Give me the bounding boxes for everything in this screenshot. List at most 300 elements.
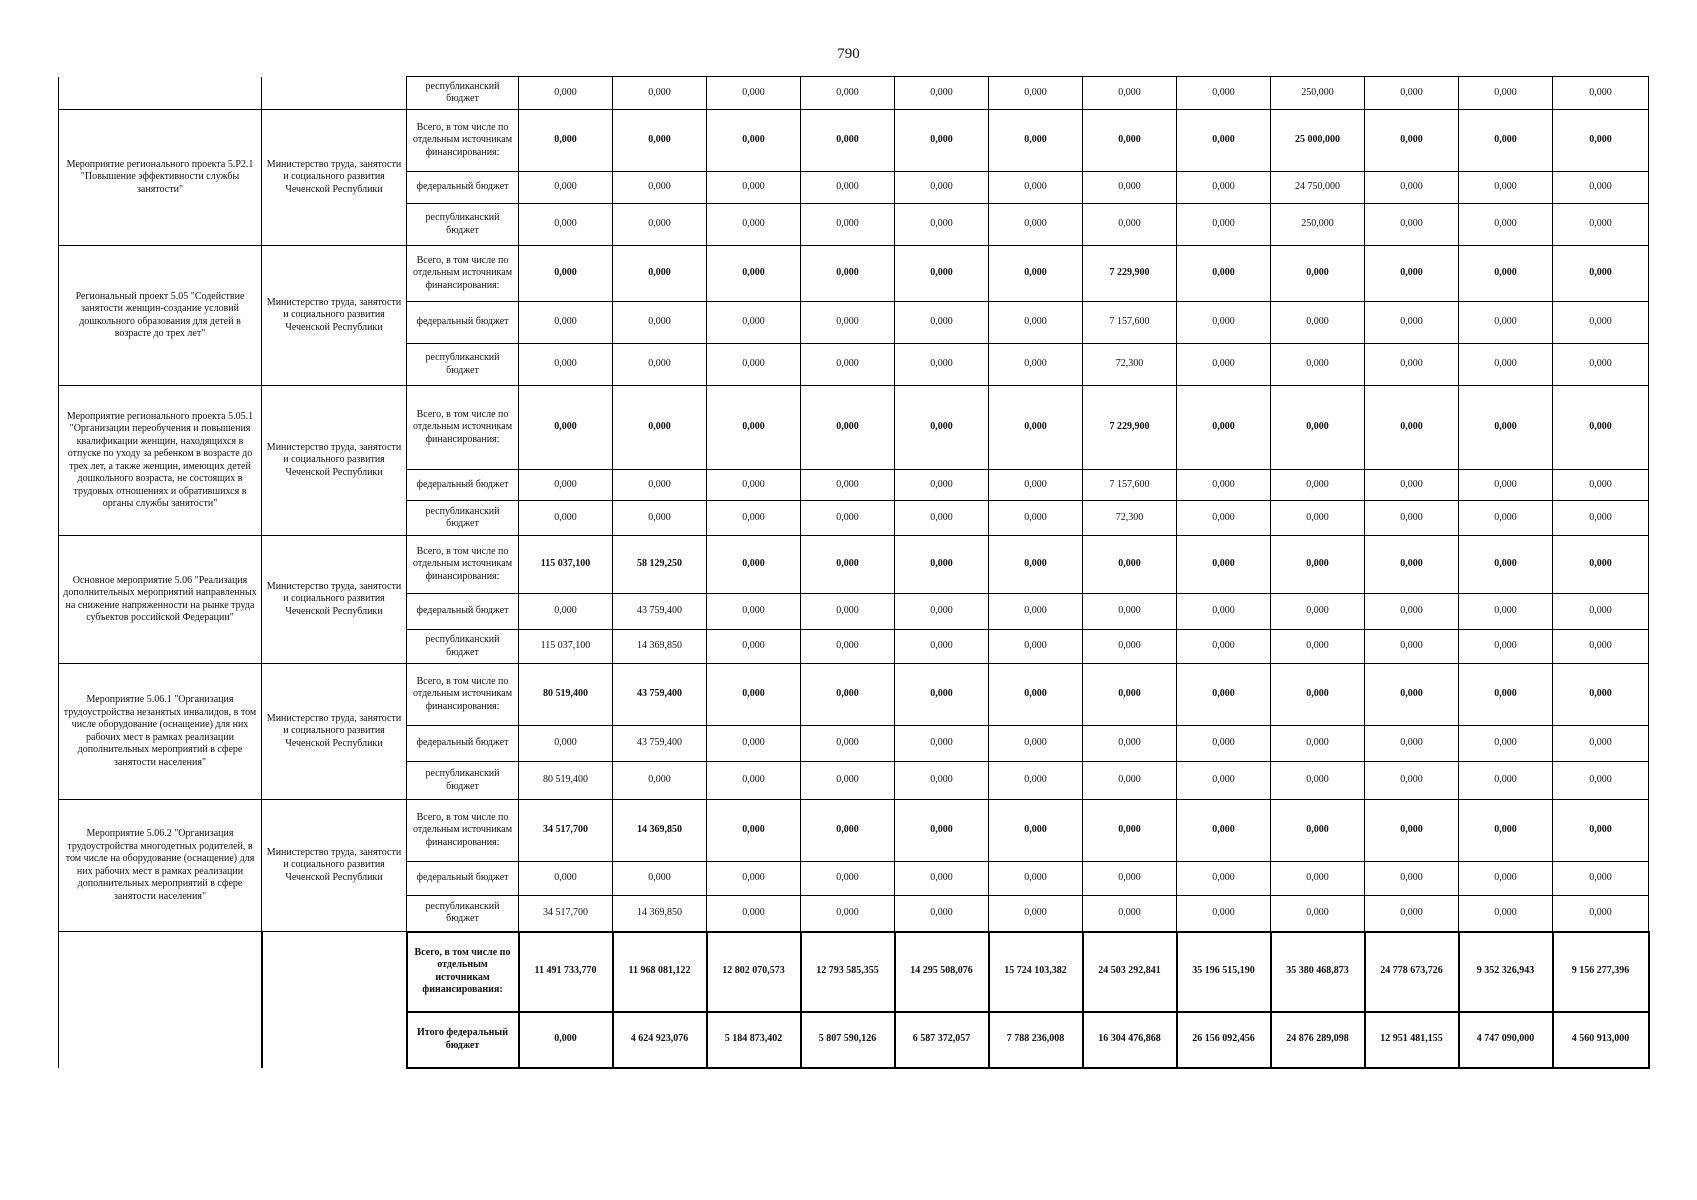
amount-cell: 0,000: [1083, 110, 1177, 172]
total-amount: 35 196 515,190: [1177, 932, 1271, 1012]
amount-cell: 0,000: [1271, 386, 1365, 470]
amount-cell: 0,000: [1459, 664, 1553, 726]
amount-cell: 0,000: [1271, 594, 1365, 630]
funding-source: Всего, в том числе по отдельным источникам финансирования:: [407, 110, 519, 172]
total-amount: 24 778 673,726: [1365, 932, 1459, 1012]
amount-cell: 0,000: [989, 204, 1083, 246]
amount-cell: 0,000: [801, 501, 895, 536]
amount-cell: 0,000: [1459, 800, 1553, 862]
amount-cell: 0,000: [707, 664, 801, 726]
total-amount: 26 156 092,456: [1177, 1012, 1271, 1068]
amount-cell: 0,000: [989, 77, 1083, 110]
amount-cell: 0,000: [1365, 594, 1459, 630]
amount-cell: 0,000: [1459, 536, 1553, 594]
amount-cell: 0,000: [895, 630, 989, 664]
amount-cell: 0,000: [1177, 246, 1271, 302]
amount-cell: 0,000: [1271, 664, 1365, 726]
amount-cell: 0,000: [707, 172, 801, 204]
amount-cell: 0,000: [801, 862, 895, 896]
amount-cell: 34 517,700: [519, 896, 613, 932]
amount-cell: 0,000: [895, 302, 989, 344]
amount-cell: 0,000: [1459, 501, 1553, 536]
funding-source: республиканский бюджет: [407, 344, 519, 386]
amount-cell: 0,000: [801, 470, 895, 501]
total-row: [59, 1012, 1649, 1068]
amount-cell: 0,000: [989, 762, 1083, 800]
amount-cell: 0,000: [801, 344, 895, 386]
amount-cell: 0,000: [1083, 800, 1177, 862]
amount-cell: 0,000: [989, 664, 1083, 726]
total-amount: 14 295 508,076: [895, 932, 989, 1012]
total-amount: 9 352 326,943: [1459, 932, 1553, 1012]
amount-cell: 0,000: [1271, 896, 1365, 932]
total-amount: 5 807 590,126: [801, 1012, 895, 1068]
amount-cell: 0,000: [519, 172, 613, 204]
amount-cell: 72,300: [1083, 344, 1177, 386]
amount-cell: 0,000: [519, 302, 613, 344]
amount-cell: 0,000: [1083, 762, 1177, 800]
amount-cell: 0,000: [707, 762, 801, 800]
amount-cell: 0,000: [989, 862, 1083, 896]
table-row: [59, 77, 1649, 110]
amount-cell: 43 759,400: [613, 594, 707, 630]
amount-cell: 0,000: [1177, 302, 1271, 344]
amount-cell: 0,000: [801, 726, 895, 762]
amount-cell: 0,000: [1177, 664, 1271, 726]
activity-name: Мероприятие 5.06.1 "Организация трудоустройства незанятых инвалидов, в том числе оборудование (оснащение) для них рабочих мест в рамках реализации дополнительных мероприятий в сфере занятости населения": [59, 664, 262, 800]
executor-name: Министерство труда, занятости и социального развития Чеченской Республики: [262, 536, 407, 664]
budget-table: [58, 76, 1650, 1069]
amount-cell: 0,000: [1177, 594, 1271, 630]
amount-cell: 0,000: [1459, 630, 1553, 664]
total-amount: 16 304 476,868: [1083, 1012, 1177, 1068]
amount-cell: 0,000: [989, 470, 1083, 501]
amount-cell: 0,000: [1083, 630, 1177, 664]
activity-name: [59, 77, 262, 110]
amount-cell: 0,000: [1365, 302, 1459, 344]
amount-cell: 0,000: [1459, 172, 1553, 204]
amount-cell: 0,000: [1553, 536, 1649, 594]
amount-cell: 0,000: [801, 896, 895, 932]
amount-cell: 0,000: [1365, 862, 1459, 896]
total-amount: 9 156 277,396: [1553, 932, 1649, 1012]
amount-cell: 0,000: [1365, 896, 1459, 932]
table-row: [59, 664, 1649, 726]
activity-name: Региональный проект 5.05 "Содействие занятости женщин-создание условий дошкольного образования для детей в возрасте до трех лет": [59, 246, 262, 386]
amount-cell: 0,000: [1177, 344, 1271, 386]
amount-cell: 0,000: [895, 800, 989, 862]
amount-cell: 0,000: [519, 77, 613, 110]
amount-cell: 0,000: [1459, 594, 1553, 630]
amount-cell: 0,000: [989, 896, 1083, 932]
amount-cell: 0,000: [1365, 630, 1459, 664]
amount-cell: 43 759,400: [613, 664, 707, 726]
amount-cell: 0,000: [1553, 110, 1649, 172]
amount-cell: 0,000: [895, 204, 989, 246]
amount-cell: 0,000: [613, 501, 707, 536]
amount-cell: 0,000: [1365, 110, 1459, 172]
amount-cell: 43 759,400: [613, 726, 707, 762]
total-amount: 6 587 372,057: [895, 1012, 989, 1068]
total-amount: 4 624 923,076: [613, 1012, 707, 1068]
amount-cell: 0,000: [989, 630, 1083, 664]
funding-source: федеральный бюджет: [407, 172, 519, 204]
amount-cell: 24 750,000: [1271, 172, 1365, 204]
total-amount: 12 793 585,355: [801, 932, 895, 1012]
amount-cell: 0,000: [1177, 862, 1271, 896]
table-row: [59, 800, 1649, 862]
amount-cell: 0,000: [1177, 630, 1271, 664]
amount-cell: 0,000: [801, 77, 895, 110]
amount-cell: 0,000: [519, 344, 613, 386]
amount-cell: 0,000: [707, 800, 801, 862]
executor-name: Министерство труда, занятости и социального развития Чеченской Республики: [262, 664, 407, 800]
amount-cell: 0,000: [519, 246, 613, 302]
amount-cell: 0,000: [895, 726, 989, 762]
amount-cell: 0,000: [1365, 204, 1459, 246]
amount-cell: 0,000: [895, 470, 989, 501]
total-amount: 7 788 236,008: [989, 1012, 1083, 1068]
amount-cell: 0,000: [519, 110, 613, 172]
amount-cell: 0,000: [707, 77, 801, 110]
amount-cell: 0,000: [1271, 302, 1365, 344]
amount-cell: 0,000: [519, 501, 613, 536]
amount-cell: 0,000: [1083, 594, 1177, 630]
amount-cell: 0,000: [1553, 172, 1649, 204]
amount-cell: 0,000: [801, 386, 895, 470]
amount-cell: 0,000: [895, 246, 989, 302]
total-amount: 24 503 292,841: [1083, 932, 1177, 1012]
amount-cell: 0,000: [519, 594, 613, 630]
amount-cell: 0,000: [519, 386, 613, 470]
amount-cell: 72,300: [1083, 501, 1177, 536]
amount-cell: 0,000: [801, 664, 895, 726]
amount-cell: 58 129,250: [613, 536, 707, 594]
amount-cell: 0,000: [1083, 77, 1177, 110]
total-amount: 12 951 481,155: [1365, 1012, 1459, 1068]
amount-cell: 0,000: [801, 302, 895, 344]
amount-cell: 0,000: [1177, 470, 1271, 501]
amount-cell: 0,000: [1083, 896, 1177, 932]
amount-cell: 0,000: [1553, 630, 1649, 664]
funding-source: Всего, в том числе по отдельным источникам финансирования:: [407, 664, 519, 726]
amount-cell: 0,000: [1177, 536, 1271, 594]
amount-cell: 0,000: [707, 344, 801, 386]
amount-cell: 0,000: [707, 862, 801, 896]
funding-source: федеральный бюджет: [407, 470, 519, 501]
amount-cell: 14 369,850: [613, 800, 707, 862]
amount-cell: 0,000: [1083, 862, 1177, 896]
blank-cell: [262, 1012, 407, 1068]
amount-cell: 0,000: [707, 470, 801, 501]
amount-cell: 0,000: [1459, 246, 1553, 302]
amount-cell: 0,000: [895, 501, 989, 536]
activity-name: Мероприятие регионального проекта 5.05.1 "Организации переобучения и повышения квалификации женщин, находящихся в отпуске по уходу за ребенком в возрасте до трех лет, а также женщин, имеющих детей дошкольного возраста, не состоящих в трудовых отношениях и обратившихся в органы службы занятости": [59, 386, 262, 536]
amount-cell: 0,000: [1177, 501, 1271, 536]
executor-name: Министерство труда, занятости и социального развития Чеченской Республики: [262, 386, 407, 536]
amount-cell: 0,000: [1083, 726, 1177, 762]
amount-cell: 0,000: [1365, 800, 1459, 862]
amount-cell: 80 519,400: [519, 762, 613, 800]
total-amount: 11 968 081,122: [613, 932, 707, 1012]
amount-cell: 0,000: [613, 77, 707, 110]
table-row: [59, 246, 1649, 302]
amount-cell: 0,000: [1553, 302, 1649, 344]
amount-cell: 0,000: [989, 344, 1083, 386]
amount-cell: 0,000: [989, 110, 1083, 172]
amount-cell: 0,000: [1365, 536, 1459, 594]
total-amount: 24 876 289,098: [1271, 1012, 1365, 1068]
amount-cell: 0,000: [1553, 594, 1649, 630]
amount-cell: 0,000: [613, 386, 707, 470]
amount-cell: 0,000: [1177, 800, 1271, 862]
funding-source: республиканский бюджет: [407, 77, 519, 110]
amount-cell: 0,000: [989, 172, 1083, 204]
amount-cell: 0,000: [1177, 762, 1271, 800]
amount-cell: 0,000: [1177, 896, 1271, 932]
amount-cell: 0,000: [1365, 664, 1459, 726]
table-row: [59, 110, 1649, 172]
amount-cell: 0,000: [1459, 344, 1553, 386]
funding-source: республиканский бюджет: [407, 896, 519, 932]
funding-source: республиканский бюджет: [407, 630, 519, 664]
amount-cell: 0,000: [895, 386, 989, 470]
amount-cell: 0,000: [613, 246, 707, 302]
amount-cell: 0,000: [1271, 630, 1365, 664]
amount-cell: 0,000: [1459, 862, 1553, 896]
amount-cell: 0,000: [1177, 386, 1271, 470]
executor-name: Министерство труда, занятости и социального развития Чеченской Республики: [262, 110, 407, 246]
total-amount: 5 184 873,402: [707, 1012, 801, 1068]
executor-name: [262, 77, 407, 110]
amount-cell: 0,000: [1553, 246, 1649, 302]
amount-cell: 0,000: [895, 664, 989, 726]
amount-cell: 0,000: [1365, 172, 1459, 204]
amount-cell: 0,000: [1553, 501, 1649, 536]
amount-cell: 0,000: [1553, 344, 1649, 386]
amount-cell: 0,000: [1459, 726, 1553, 762]
executor-name: Министерство труда, занятости и социального развития Чеченской Республики: [262, 246, 407, 386]
amount-cell: 0,000: [895, 77, 989, 110]
amount-cell: 0,000: [895, 896, 989, 932]
funding-source: Всего, в том числе по отдельным источникам финансирования:: [407, 800, 519, 862]
amount-cell: 0,000: [895, 594, 989, 630]
total-amount: 11 491 733,770: [519, 932, 613, 1012]
amount-cell: 0,000: [1553, 386, 1649, 470]
amount-cell: 0,000: [989, 726, 1083, 762]
funding-source: Всего, в том числе по отдельным источникам финансирования:: [407, 246, 519, 302]
amount-cell: 0,000: [707, 501, 801, 536]
amount-cell: 0,000: [1459, 77, 1553, 110]
total-source: Всего, в том числе по отдельным источникам финансирования:: [407, 932, 519, 1012]
funding-source: республиканский бюджет: [407, 204, 519, 246]
amount-cell: 0,000: [707, 204, 801, 246]
amount-cell: 0,000: [1177, 726, 1271, 762]
amount-cell: 0,000: [801, 762, 895, 800]
amount-cell: 0,000: [1365, 501, 1459, 536]
amount-cell: 0,000: [1459, 204, 1553, 246]
amount-cell: 0,000: [613, 204, 707, 246]
funding-source: республиканский бюджет: [407, 762, 519, 800]
amount-cell: 0,000: [1553, 800, 1649, 862]
total-amount: 35 380 468,873: [1271, 932, 1365, 1012]
amount-cell: 34 517,700: [519, 800, 613, 862]
amount-cell: 0,000: [1177, 77, 1271, 110]
amount-cell: 0,000: [1459, 386, 1553, 470]
amount-cell: 0,000: [1553, 77, 1649, 110]
total-amount: 0,000: [519, 1012, 613, 1068]
funding-source: республиканский бюджет: [407, 501, 519, 536]
activity-name: Основное мероприятие 5.06 "Реализация дополнительных мероприятий направленных на снижение напряженности на рынке труда субъектов российской Федерации": [59, 536, 262, 664]
amount-cell: 115 037,100: [519, 536, 613, 594]
amount-cell: 0,000: [801, 246, 895, 302]
amount-cell: 0,000: [613, 172, 707, 204]
total-amount: 12 802 070,573: [707, 932, 801, 1012]
amount-cell: 0,000: [613, 302, 707, 344]
amount-cell: 0,000: [519, 862, 613, 896]
funding-source: федеральный бюджет: [407, 594, 519, 630]
amount-cell: 0,000: [1271, 470, 1365, 501]
funding-source: федеральный бюджет: [407, 862, 519, 896]
total-amount: 4 747 090,000: [1459, 1012, 1553, 1068]
amount-cell: 0,000: [1271, 726, 1365, 762]
amount-cell: 7 229,900: [1083, 246, 1177, 302]
amount-cell: 250,000: [1271, 77, 1365, 110]
amount-cell: 0,000: [707, 594, 801, 630]
amount-cell: 0,000: [1365, 386, 1459, 470]
amount-cell: 0,000: [1365, 470, 1459, 501]
amount-cell: 0,000: [707, 302, 801, 344]
amount-cell: 0,000: [613, 862, 707, 896]
amount-cell: 0,000: [989, 386, 1083, 470]
amount-cell: 0,000: [895, 536, 989, 594]
amount-cell: 14 369,850: [613, 630, 707, 664]
amount-cell: 7 157,600: [1083, 470, 1177, 501]
amount-cell: 0,000: [613, 470, 707, 501]
blank-cell: [59, 932, 262, 1012]
amount-cell: 0,000: [707, 110, 801, 172]
amount-cell: 0,000: [1083, 664, 1177, 726]
amount-cell: 0,000: [801, 110, 895, 172]
total-source: Итого федеральный бюджет: [407, 1012, 519, 1068]
amount-cell: 0,000: [801, 204, 895, 246]
amount-cell: 0,000: [1553, 726, 1649, 762]
amount-cell: 0,000: [1083, 204, 1177, 246]
amount-cell: 0,000: [801, 172, 895, 204]
amount-cell: 0,000: [613, 110, 707, 172]
amount-cell: 0,000: [707, 246, 801, 302]
amount-cell: 0,000: [1177, 110, 1271, 172]
amount-cell: 0,000: [1271, 501, 1365, 536]
executor-name: Министерство труда, занятости и социального развития Чеченской Республики: [262, 800, 407, 932]
amount-cell: 0,000: [1365, 77, 1459, 110]
amount-cell: 0,000: [707, 726, 801, 762]
amount-cell: 0,000: [895, 762, 989, 800]
amount-cell: 0,000: [989, 246, 1083, 302]
amount-cell: 0,000: [895, 172, 989, 204]
amount-cell: 0,000: [613, 762, 707, 800]
amount-cell: 0,000: [707, 386, 801, 470]
amount-cell: 0,000: [1365, 246, 1459, 302]
amount-cell: 0,000: [989, 536, 1083, 594]
table-row: [59, 536, 1649, 594]
amount-cell: 0,000: [801, 630, 895, 664]
amount-cell: 0,000: [801, 536, 895, 594]
amount-cell: 80 519,400: [519, 664, 613, 726]
amount-cell: 0,000: [1365, 762, 1459, 800]
blank-cell: [262, 932, 407, 1012]
funding-source: Всего, в том числе по отдельным источникам финансирования:: [407, 386, 519, 470]
amount-cell: 0,000: [519, 470, 613, 501]
funding-source: федеральный бюджет: [407, 726, 519, 762]
amount-cell: 0,000: [989, 302, 1083, 344]
amount-cell: 0,000: [1271, 762, 1365, 800]
amount-cell: 25 000,000: [1271, 110, 1365, 172]
amount-cell: 0,000: [1553, 862, 1649, 896]
amount-cell: 0,000: [1553, 470, 1649, 501]
amount-cell: 0,000: [801, 800, 895, 862]
amount-cell: 0,000: [1553, 896, 1649, 932]
amount-cell: 0,000: [1459, 762, 1553, 800]
amount-cell: 0,000: [1177, 204, 1271, 246]
amount-cell: 0,000: [519, 204, 613, 246]
amount-cell: 0,000: [989, 800, 1083, 862]
amount-cell: 0,000: [895, 110, 989, 172]
activity-name: Мероприятие регионального проекта 5.P2.1 "Повышение эффективности службы занятости": [59, 110, 262, 246]
amount-cell: 250,000: [1271, 204, 1365, 246]
activity-name: Мероприятие 5.06.2 "Организация трудоустройства многодетных родителей, в том числе на оборудование (оснащение) для них рабочих мест в рамках реализации дополнительных мероприятий в сфере занятости населения": [59, 800, 262, 932]
funding-source: Всего, в том числе по отдельным источникам финансирования:: [407, 536, 519, 594]
amount-cell: 0,000: [1459, 110, 1553, 172]
amount-cell: 0,000: [1083, 536, 1177, 594]
amount-cell: 0,000: [1271, 344, 1365, 386]
page-number: 790: [837, 46, 860, 62]
amount-cell: 0,000: [613, 344, 707, 386]
amount-cell: 0,000: [707, 896, 801, 932]
amount-cell: 0,000: [707, 536, 801, 594]
amount-cell: 7 157,600: [1083, 302, 1177, 344]
total-amount: 15 724 103,382: [989, 932, 1083, 1012]
amount-cell: 0,000: [1271, 536, 1365, 594]
total-amount: 4 560 913,000: [1553, 1012, 1649, 1068]
amount-cell: 115 037,100: [519, 630, 613, 664]
amount-cell: 0,000: [1553, 664, 1649, 726]
amount-cell: 0,000: [1365, 344, 1459, 386]
amount-cell: 7 229,900: [1083, 386, 1177, 470]
amount-cell: 0,000: [1271, 862, 1365, 896]
funding-source: федеральный бюджет: [407, 302, 519, 344]
amount-cell: 0,000: [1459, 302, 1553, 344]
amount-cell: 0,000: [1083, 172, 1177, 204]
amount-cell: 0,000: [1459, 470, 1553, 501]
amount-cell: 0,000: [1177, 172, 1271, 204]
amount-cell: 0,000: [1365, 726, 1459, 762]
amount-cell: 0,000: [895, 344, 989, 386]
amount-cell: 0,000: [895, 862, 989, 896]
amount-cell: 0,000: [1271, 246, 1365, 302]
amount-cell: 0,000: [989, 594, 1083, 630]
total-row: [59, 932, 1649, 1012]
amount-cell: 0,000: [1271, 800, 1365, 862]
amount-cell: 0,000: [801, 594, 895, 630]
table-row: [59, 386, 1649, 470]
amount-cell: 0,000: [707, 630, 801, 664]
blank-cell: [59, 1012, 262, 1068]
amount-cell: 0,000: [989, 501, 1083, 536]
amount-cell: 0,000: [519, 726, 613, 762]
amount-cell: 0,000: [1459, 896, 1553, 932]
amount-cell: 0,000: [1553, 762, 1649, 800]
